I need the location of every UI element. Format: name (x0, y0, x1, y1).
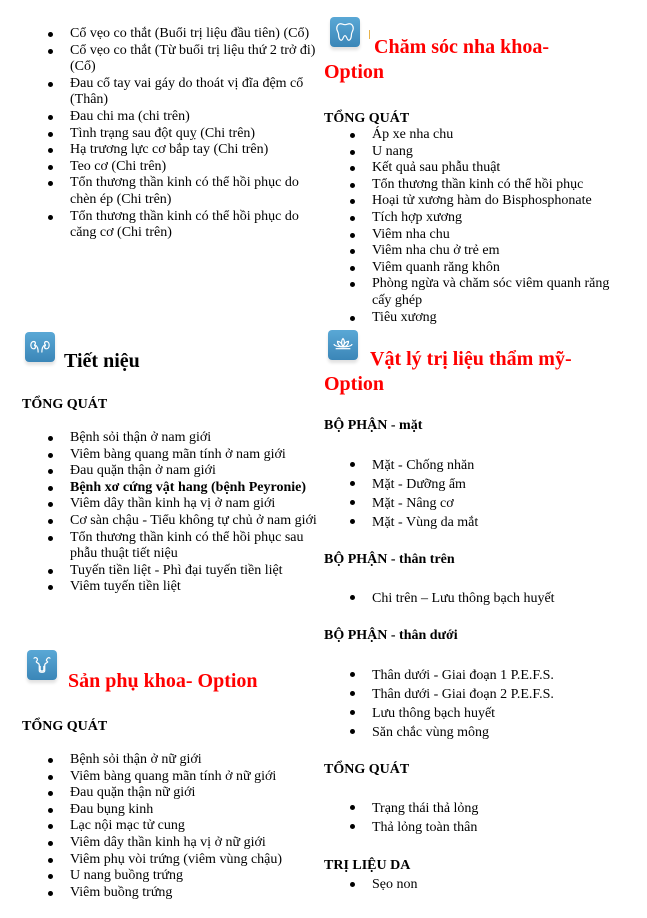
list-item: Thả lỏng toàn thân (322, 818, 622, 837)
aesthetic-title-line1: Vật lý trị liệu thẩm mỹ- (370, 348, 572, 370)
list-item: Viêm bàng quang mãn tính ở nam giới (0, 447, 320, 464)
list-item: Tình trạng sau đột quỵ (Chi trên) (0, 126, 320, 143)
aesthetic-title-line2: Option (324, 373, 385, 395)
list-item: Tổn thương thần kinh có thể hồi phục do căng cơ (Chi trên) (0, 209, 320, 242)
list-item: Cơ sàn chậu - Tiểu không tự chủ ở nam giới (0, 513, 320, 530)
urology-subheading: TỔNG QUÁT (22, 397, 108, 412)
lower-body-list (322, 666, 622, 742)
face-subheading: BỘ PHẬN - mặt (324, 418, 423, 433)
list-item: Trạng thái thả lỏng (322, 799, 622, 818)
urology-title: Tiết niệu (64, 350, 140, 372)
list-item: Tuyến tiền liệt - Phì đại tuyến tiền liệt (0, 563, 320, 580)
list-item: Viêm dây thần kinh hạ vị ở nam giới (0, 496, 320, 513)
skin-subheading: TRỊ LIỆU DA (324, 858, 411, 873)
upper-body-list (322, 589, 622, 608)
gynecology-title: Sản phụ khoa- Option (68, 670, 258, 692)
urology-list (0, 430, 320, 596)
list-item: Áp xe nha chu (322, 127, 622, 144)
list-item: Teo cơ (Chi trên) (0, 159, 320, 176)
dental-title-line2: Option (324, 61, 385, 83)
list-item: Thân dưới - Giai đoạn 2 P.E.F.S. (322, 685, 622, 704)
list-item: Săn chắc vùng mông (322, 723, 622, 742)
list-item: Tích hợp xương (322, 210, 622, 227)
list-item: Mặt - Dưỡng ẩm (322, 475, 622, 494)
list-item: Viêm nha chu (322, 227, 622, 244)
list-item: Kết quả sau phẫu thuật (322, 160, 622, 177)
list-item: Chi trên – Lưu thông bạch huyết (322, 589, 622, 608)
list-item: Đau quặn thận nữ giới (0, 785, 320, 802)
list-item: Đau quặn thận ở nam giới (0, 463, 320, 480)
list-item: Viêm dây thần kinh hạ vị ở nữ giới (0, 835, 320, 852)
list-item: Hạ trương lực cơ bắp tay (Chi trên) (0, 142, 320, 159)
list-item: Sẹo non (322, 876, 622, 893)
list-item: Lưu thông bạch huyết (322, 704, 622, 723)
list-item: Viêm nha chu ở trẻ em (322, 243, 622, 260)
dental-title-line1: Chăm sóc nha khoa- (374, 36, 550, 58)
upper-body-subheading: BỘ PHẬN - thân trên (324, 552, 455, 567)
general-subheading: TỔNG QUÁT (324, 762, 410, 777)
list-item: Tổn thương thần kinh có thể hồi phục (322, 177, 622, 194)
list-item: Đau bụng kinh (0, 802, 320, 819)
kidneys-icon (25, 332, 55, 362)
list-item: Viêm bàng quang mãn tính ở nữ giới (0, 769, 320, 786)
skin-list (322, 876, 622, 893)
dental-subheading: TỔNG QUÁT (324, 111, 410, 126)
list-item: Bệnh sỏi thận ở nữ giới (0, 752, 320, 769)
list-item: Mặt - Chống nhăn (322, 456, 622, 475)
lower-body-subheading: BỘ PHẬN - thân dưới (324, 628, 458, 643)
list-item: Mặt - Vùng da mắt (322, 513, 622, 532)
tooth-icon (330, 17, 360, 47)
list-item: Tổn thương thần kinh có thể hồi phục sau phẫu thuật tiết niệu (0, 530, 320, 563)
list-item: U nang buồng trứng (0, 868, 320, 885)
list-item: Viêm phụ vòi trứng (viêm vùng chậu) (0, 852, 320, 869)
list-item: Đau cổ tay vai gáy do thoát vị đĩa đệm cổ (Thân) (0, 76, 320, 109)
list-item: Viêm quanh răng khôn (322, 260, 622, 277)
list-item: Bệnh xơ cứng vật hang (bệnh Peyronie) (0, 480, 320, 497)
list-item: Tổn thương thần kinh có thể hồi phục do chèn ép (Chi trên) (0, 175, 320, 208)
list-item: Mặt - Nâng cơ (322, 494, 622, 513)
list-item: Tiêu xương (322, 310, 622, 327)
lotus-icon (328, 330, 358, 360)
list-item: Hoại tử xương hàm do Bisphosphonate (322, 193, 622, 210)
list-item: Phòng ngừa và chăm sóc viêm quanh răng cấy ghép (322, 276, 622, 309)
list-item: Cổ vẹo co thắt (Từ buổi trị liệu thứ 2 trở đi) (Cổ) (0, 43, 320, 76)
list-item: Viêm tuyến tiền liệt (0, 579, 320, 596)
list-item: Đau chi ma (chi trên) (0, 109, 320, 126)
gynecology-list (0, 752, 320, 901)
list-item: Viêm buồng trứng (0, 885, 320, 902)
list-item: Lạc nội mạc tử cung (0, 818, 320, 835)
list-item: Cổ vẹo co thắt (Buổi trị liệu đầu tiên) (Cổ) (0, 26, 320, 43)
list-item: Bệnh sỏi thận ở nam giới (0, 430, 320, 447)
dental-list (322, 127, 622, 326)
general-list (322, 799, 622, 837)
text-cursor (369, 30, 370, 39)
upper-limb-list (0, 26, 320, 242)
gynecology-subheading: TỔNG QUÁT (22, 719, 108, 734)
face-list (322, 456, 622, 532)
list-item: Thân dưới - Giai đoạn 1 P.E.F.S. (322, 666, 622, 685)
uterus-icon (27, 650, 57, 680)
list-item: U nang (322, 144, 622, 161)
